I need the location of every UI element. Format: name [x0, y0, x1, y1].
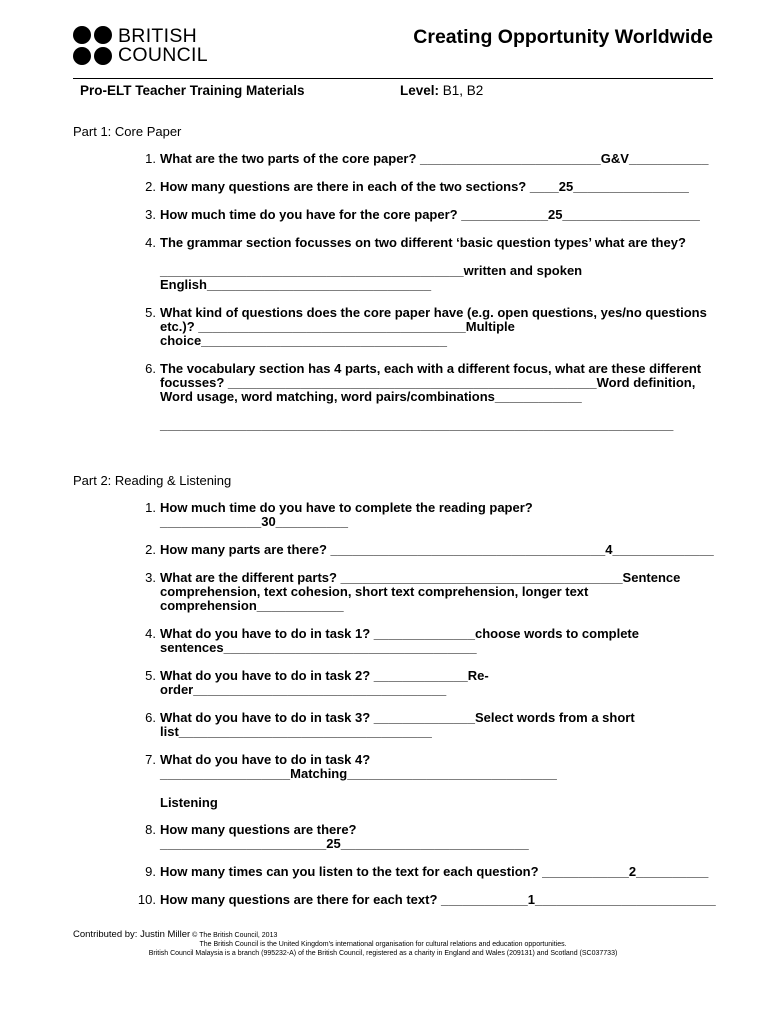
- footer-registration-note: British Council Malaysia is a branch (995232-A) of the British Council, registered as a charity in England and Wales (209131) and Scotland (SC037733): [148, 950, 618, 957]
- listening-heading: Listening: [160, 795, 218, 810]
- part2-title: Part 2: Reading & Listening: [73, 473, 232, 488]
- level-indicator: Level: B1, B2: [400, 83, 484, 98]
- part1-q4-answer-line2: English_______________________________: [160, 277, 432, 292]
- part1-title: Part 1: Core Paper: [73, 124, 182, 139]
- materials-title: Pro-ELT Teacher Training Materials: [80, 83, 305, 98]
- british-council-logo: [73, 26, 208, 65]
- footer-organisation-note: The British Council is the United Kingdom's international organisation for cultural relations and education opportunities.: [199, 941, 567, 948]
- logo-wordmark: BRITISH COUNCIL: [118, 24, 208, 66]
- logo-dots-icon: [73, 26, 112, 65]
- part1-q6-blank-line: _______________________________________________________________________: [160, 417, 674, 432]
- part1-q4-answer-line1: __________________________________________written and spoken: [160, 263, 583, 278]
- header-divider: [73, 78, 713, 79]
- footer-contributor: Contributed by: Justin Miller © The British Council, 2013: [73, 929, 278, 940]
- tagline: Creating Opportunity Worldwide: [413, 26, 713, 48]
